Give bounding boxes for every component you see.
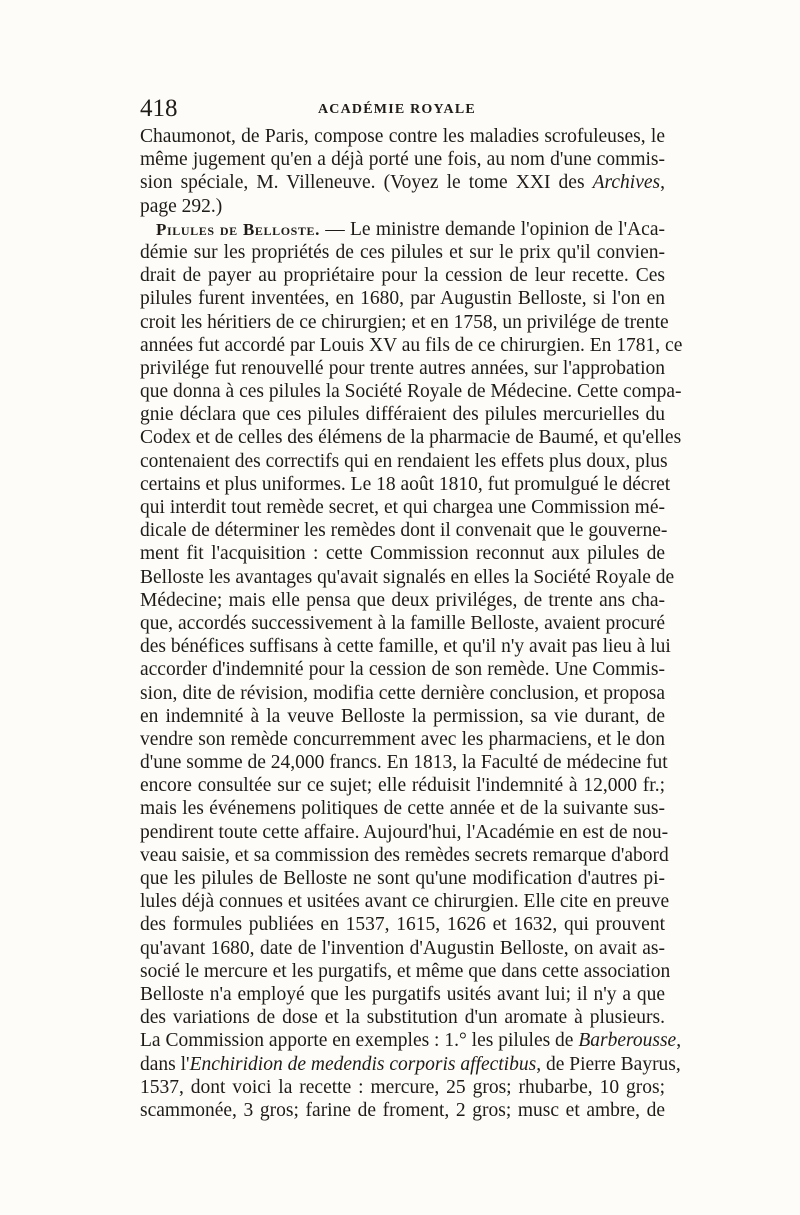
text-line: mais les événemens politiques de cette année et de la suivante sus- — [140, 798, 665, 820]
text-line: drait de payer au propriétaire pour la cession de leur recette. Ces — [140, 265, 665, 287]
text-line: Belloste les avantages qu'avait signalés en elles la Société Royale de — [140, 566, 675, 588]
text-line: certains et plus uniformes. Le 18 août 1810, fut promulgué le décret — [140, 473, 671, 495]
italic-text: Archives — [592, 172, 661, 194]
text-line: vendre son remède concurremment avec les pharmaciens, et le don — [140, 728, 665, 750]
text-line: sion spéciale, M. Villeneuve. (Voyez le tome XXI des Archives, — [140, 172, 665, 194]
text-line: des variations de dose et la substitution d'un aromate à plusieurs. — [140, 1007, 665, 1029]
text-line: Codex et de celles des élémens de la pharmacie de Baumé, et qu'elles — [140, 427, 682, 449]
italic-text: Enchiridion de medendis corporis affectibus — [189, 1053, 537, 1075]
text-line: 1537, dont voici la recette : mercure, 25 gros; rhubarbe, 10 gros; — [140, 1076, 665, 1098]
text-line: des bénéfices suffisans à cette famille, et qu'il n'y avait pas lieu à lui — [140, 636, 671, 658]
text-line: lules déjà connues et usitées avant ce chirurgien. Elle cite en preuve — [140, 891, 670, 913]
text-line: en indemnité à la veuve Belloste la permission, sa vie durant, de — [140, 705, 665, 727]
text-line: d'une somme de 24,000 francs. En 1813, la Faculté de médecine fut — [140, 752, 668, 774]
text-line: privilége fut renouvellé pour trente autres années, sur l'approbation — [140, 357, 665, 379]
text-line: scammonée, 3 gros; farine de froment, 2 gros; musc et ambre, de — [140, 1099, 665, 1121]
text-line: socié le mercure et les purgatifs, et même que dans cette association — [140, 960, 671, 982]
section-heading: Pilules de Belloste. — [156, 219, 320, 239]
text-line: gnie déclara que ces pilules différaient des pilules mercurielles du — [140, 404, 665, 426]
text-line: encore consultée sur ce sujet; elle réduisit l'indemnité à 12,000 fr.; — [140, 775, 665, 797]
text-line: accorder d'indemnité pour la cession de son remède. Une Commis- — [140, 659, 665, 681]
text-line: pilules furent inventées, en 1680, par Augustin Belloste, si l'on en — [140, 288, 665, 310]
text-line: que les pilules de Belloste ne sont qu'une modification d'autres pi- — [140, 868, 665, 889]
text-line: des formules publiées en 1537, 1615, 1626 et 1632, qui prouvent — [140, 914, 665, 936]
text-line: pendirent toute cette affaire. Aujourd'hui, l'Académie en est de nou- — [140, 821, 669, 843]
text-line: Médecine; mais elle pensa que deux priviléges, de trente ans cha- — [140, 589, 665, 611]
text-line: dans l'Enchiridion de medendis corporis affectibus, de Pierre Bayrus, — [140, 1053, 681, 1075]
page-number: 418 — [140, 95, 178, 122]
text-line: croit les héritiers de ce chirurgien; et en 1758, un privilége de trente — [140, 311, 669, 333]
italic-text: Barberousse — [578, 1030, 677, 1052]
text-line: dicale de déterminer les remèdes dont il convenait que le gouverne- — [140, 520, 668, 542]
text-line: page 292.) — [140, 195, 223, 217]
running-head: ACADÉMIE ROYALE — [318, 102, 476, 117]
text-line: que, accordés successivement à la famille Belloste, avaient procuré — [140, 612, 665, 634]
text-line: qu'avant 1680, date de l'invention d'Augustin Belloste, on avait as- — [140, 937, 665, 959]
text-line: Pilules de Belloste. — Le ministre demande l'opinion de l'Aca- — [156, 218, 665, 240]
text-line: sion, dite de révision, modifia cette dernière conclusion, et proposa — [140, 682, 665, 704]
text-line: Belloste n'a employé que les purgatifs usités avant lui; il n'y a que — [140, 983, 665, 1005]
text-line: qui interdit tout remède secret, et qui chargea une Commission mé- — [140, 497, 665, 518]
body-text — [140, 125, 683, 1122]
text-line: que donna à ces pilules la Société Royale de Médecine. Cette compa- — [140, 381, 682, 403]
text-line: contenaient des correctifs qui en rendaient les effets plus doux, plus — [140, 450, 668, 472]
text-line: même jugement qu'en a déjà porté une fois, au nom d'une commis- — [140, 149, 665, 171]
text-line: Chaumonot, de Paris, compose contre les maladies scrofuleuses, le — [140, 126, 665, 147]
text-line: La Commission apporte en exemples : 1.° les pilules de Barberousse, — [140, 1030, 682, 1052]
text-line: veau saisie, et sa commission des remèdes secrets remarque d'abord — [140, 844, 669, 866]
text-line: démie sur les propriétés de ces pilules et sur le prix qu'il convien- — [140, 241, 665, 263]
text-line: années fut accordé par Louis XV au fils de ce chirurgien. En 1781, ce — [140, 334, 683, 356]
text-line: ment fit l'acquisition : cette Commission reconnut aux pilules de — [140, 543, 665, 565]
page-header — [140, 95, 665, 123]
